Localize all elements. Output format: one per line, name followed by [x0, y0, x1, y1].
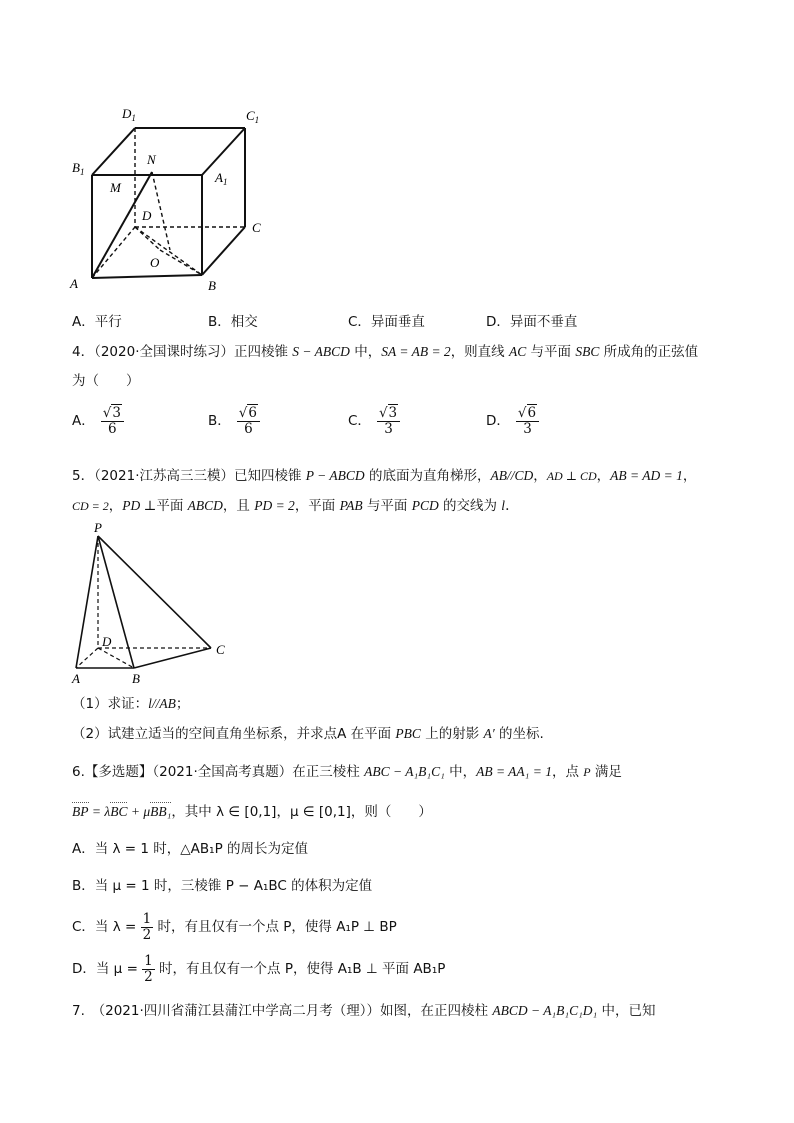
label-n: N [147, 152, 156, 167]
q5-sub1: （1）求证：l//AB； [72, 696, 190, 712]
label-m: M [110, 180, 121, 195]
q6-option-a: A．当 λ = 1 时，△AB₁P 的周长为定值 [72, 841, 309, 857]
label-d: D [142, 208, 152, 223]
q3-option-d: D．异面不垂直 [486, 314, 578, 330]
q5-sub2: （2）试建立适当的空间直角坐标系，并求点A 在平面 PBC 上的射影 A′ 的坐标. [72, 726, 544, 742]
label-b: B [208, 278, 216, 293]
label-pyr-c: C [216, 642, 225, 657]
q6-stem-line2: BP = λBC + μBB₁，其中 λ ∈ [0,1]，μ ∈ [0,1]，则（ ） [72, 804, 432, 820]
label-a: A [70, 276, 78, 291]
label-c: C [252, 220, 261, 235]
cube-figure [60, 100, 280, 295]
q6-option-c: C．当 λ = $\frac{1}{2}$ 时，有且仅有一个点 P，使得 A₁P ⊥ BP [72, 911, 397, 943]
label-d1: $D_1$ [122, 106, 136, 123]
label-o: O [150, 255, 160, 270]
q5-stem-line1: 5．（2021·江苏高三三模）已知四棱锥 P − ABCD 的底面为直角梯形，AB//CD，AD ⊥ CD，AB = AD = 1， [72, 468, 697, 484]
q3-option-c: C．异面垂直 [348, 314, 425, 330]
q6-option-b: B．当 μ = 1 时，三棱锥 P − A₁BC 的体积为定值 [72, 878, 373, 894]
q6-stem-line1: 6.【多选题】（2021·全国高考真题）在正三棱柱 ABC − A₁B₁C₁ 中，AB = AA₁ = 1，点 P 满足 [72, 764, 622, 780]
q6-option-d: D．当 μ = $\frac{1}{2}$ 时，有且仅有一个点 P，使得 A₁B ⊥ 平面 AB₁P [72, 953, 446, 985]
q5-stem-line2: CD = 2，PD ⊥平面 ABCD，且 PD = 2，平面 PAB 与平面 PCD 的交线为 l. [72, 498, 510, 514]
label-b1: $B_1$ [72, 160, 85, 177]
pyramid-figure [66, 520, 241, 688]
label-pyr-b: B [132, 671, 140, 686]
label-a1: $A_1$ [215, 170, 228, 187]
label-pyr-d: D [102, 634, 112, 649]
q4-option-c: C． $\frac{√3}{3}$ [348, 406, 400, 437]
label-p: P [94, 520, 102, 535]
q3-option-a: A．平行 [72, 314, 122, 330]
q7-stem-line1: 7. （2021·四川省蒲江县蒲江中学高二月考（理））如图，在正四棱柱 ABCD − A₁B₁C₁D₁ 中，已知 [72, 1003, 656, 1019]
q4-stem-line2: 为（ ） [72, 373, 140, 389]
q4-option-b: B． $\frac{√6}{6}$ [208, 406, 260, 437]
q4-option-a: A． $\frac{√3}{6}$ [72, 406, 124, 437]
q3-option-b: B．相交 [208, 314, 258, 330]
label-pyr-a: A [72, 671, 80, 686]
label-c1: $C_1$ [246, 108, 260, 125]
q4-stem-line1: 4．（2020·全国课时练习）正四棱锥 S − ABCD 中，SA = AB = 2，则直线 AC 与平面 SBC 所成角的正弦值 [72, 344, 699, 360]
q4-option-d: D． $\frac{√6}{3}$ [486, 406, 539, 437]
